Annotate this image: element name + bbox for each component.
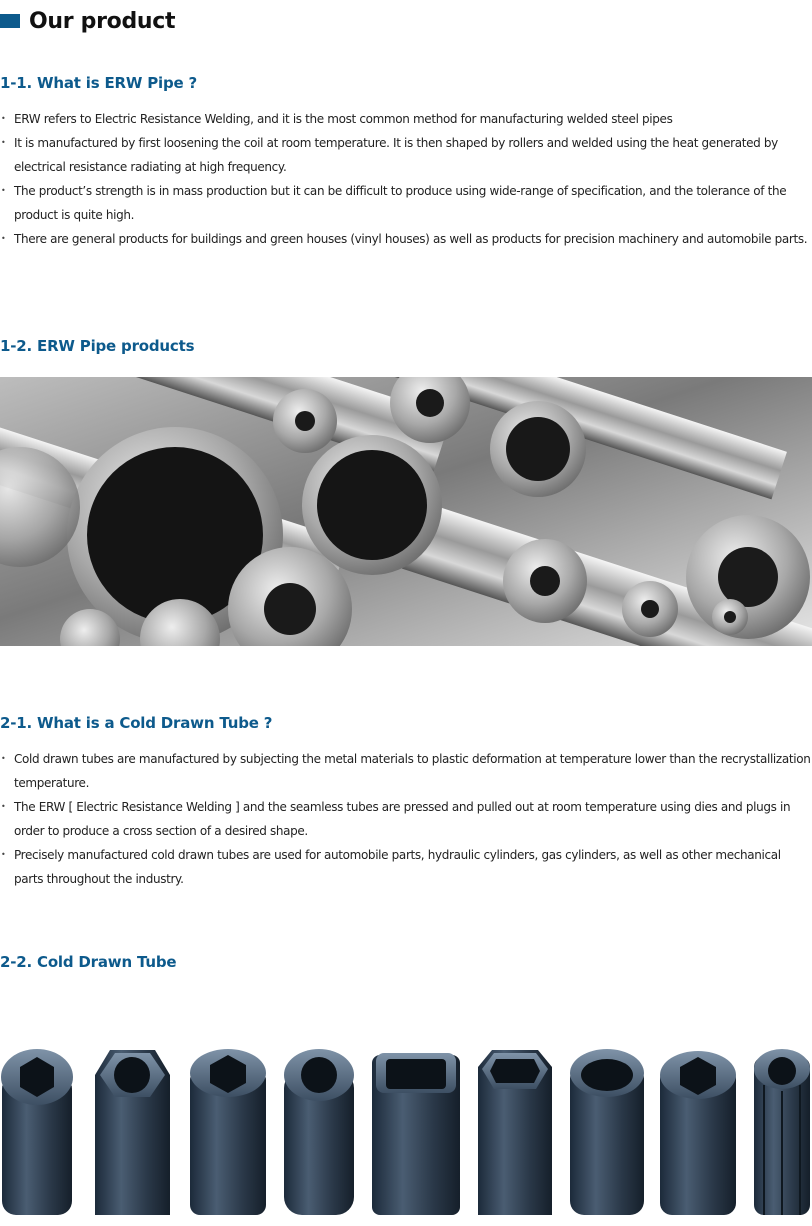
section-heading-cold-drawn-tube: 2-1. What is a Cold Drawn Tube ? xyxy=(0,714,273,732)
list-item: • The product’s strength is in mass production but it can be difficult to produce using wide-range of specification, and the tolerance of the product is quite high. xyxy=(0,179,812,227)
list-item: • Precisely manufactured cold drawn tubes are used for automobile parts, hydraulic cylinders, gas cylinders, as well as other mechanical parts throughout the industry. xyxy=(0,843,812,891)
list-item: • Cold drawn tubes are manufactured by subjecting the metal materials to plastic deformation at temperature lower than the recrystallization temperature. xyxy=(0,747,812,795)
title-marker-icon xyxy=(0,14,20,28)
page-title xyxy=(0,6,175,36)
list-item: • It is manufactured by first loosening the coil at room temperature. It is then shaped by rollers and welded using the heat generated by electrical resistance radiating at high frequency. xyxy=(0,131,812,179)
section-heading-cold-drawn-products: 2-2. Cold Drawn Tube xyxy=(0,953,177,971)
page-title-text: Our product xyxy=(29,8,176,34)
list-item: • ERW refers to Electric Resistance Welding, and it is the most common method for manufacturing welded steel pipes xyxy=(0,107,812,131)
erw-pipe-bullet-list xyxy=(0,107,812,251)
cold-drawn-tube-products-image xyxy=(0,1045,812,1220)
list-item: • There are general products for buildings and green houses (vinyl houses) as well as products for precision machinery and automobile parts. xyxy=(0,227,812,251)
cold-drawn-bullet-list xyxy=(0,747,812,891)
section-heading-erw-pipe: 1-1. What is ERW Pipe ? xyxy=(0,74,197,92)
list-item: • The ERW [ Electric Resistance Welding ] and the seamless tubes are pressed and pulled out at room temperature using dies and plugs in order to produce a cross section of a desired shape. xyxy=(0,795,812,843)
erw-pipe-products-image xyxy=(0,377,812,646)
section-heading-erw-products: 1-2. ERW Pipe products xyxy=(0,337,195,355)
